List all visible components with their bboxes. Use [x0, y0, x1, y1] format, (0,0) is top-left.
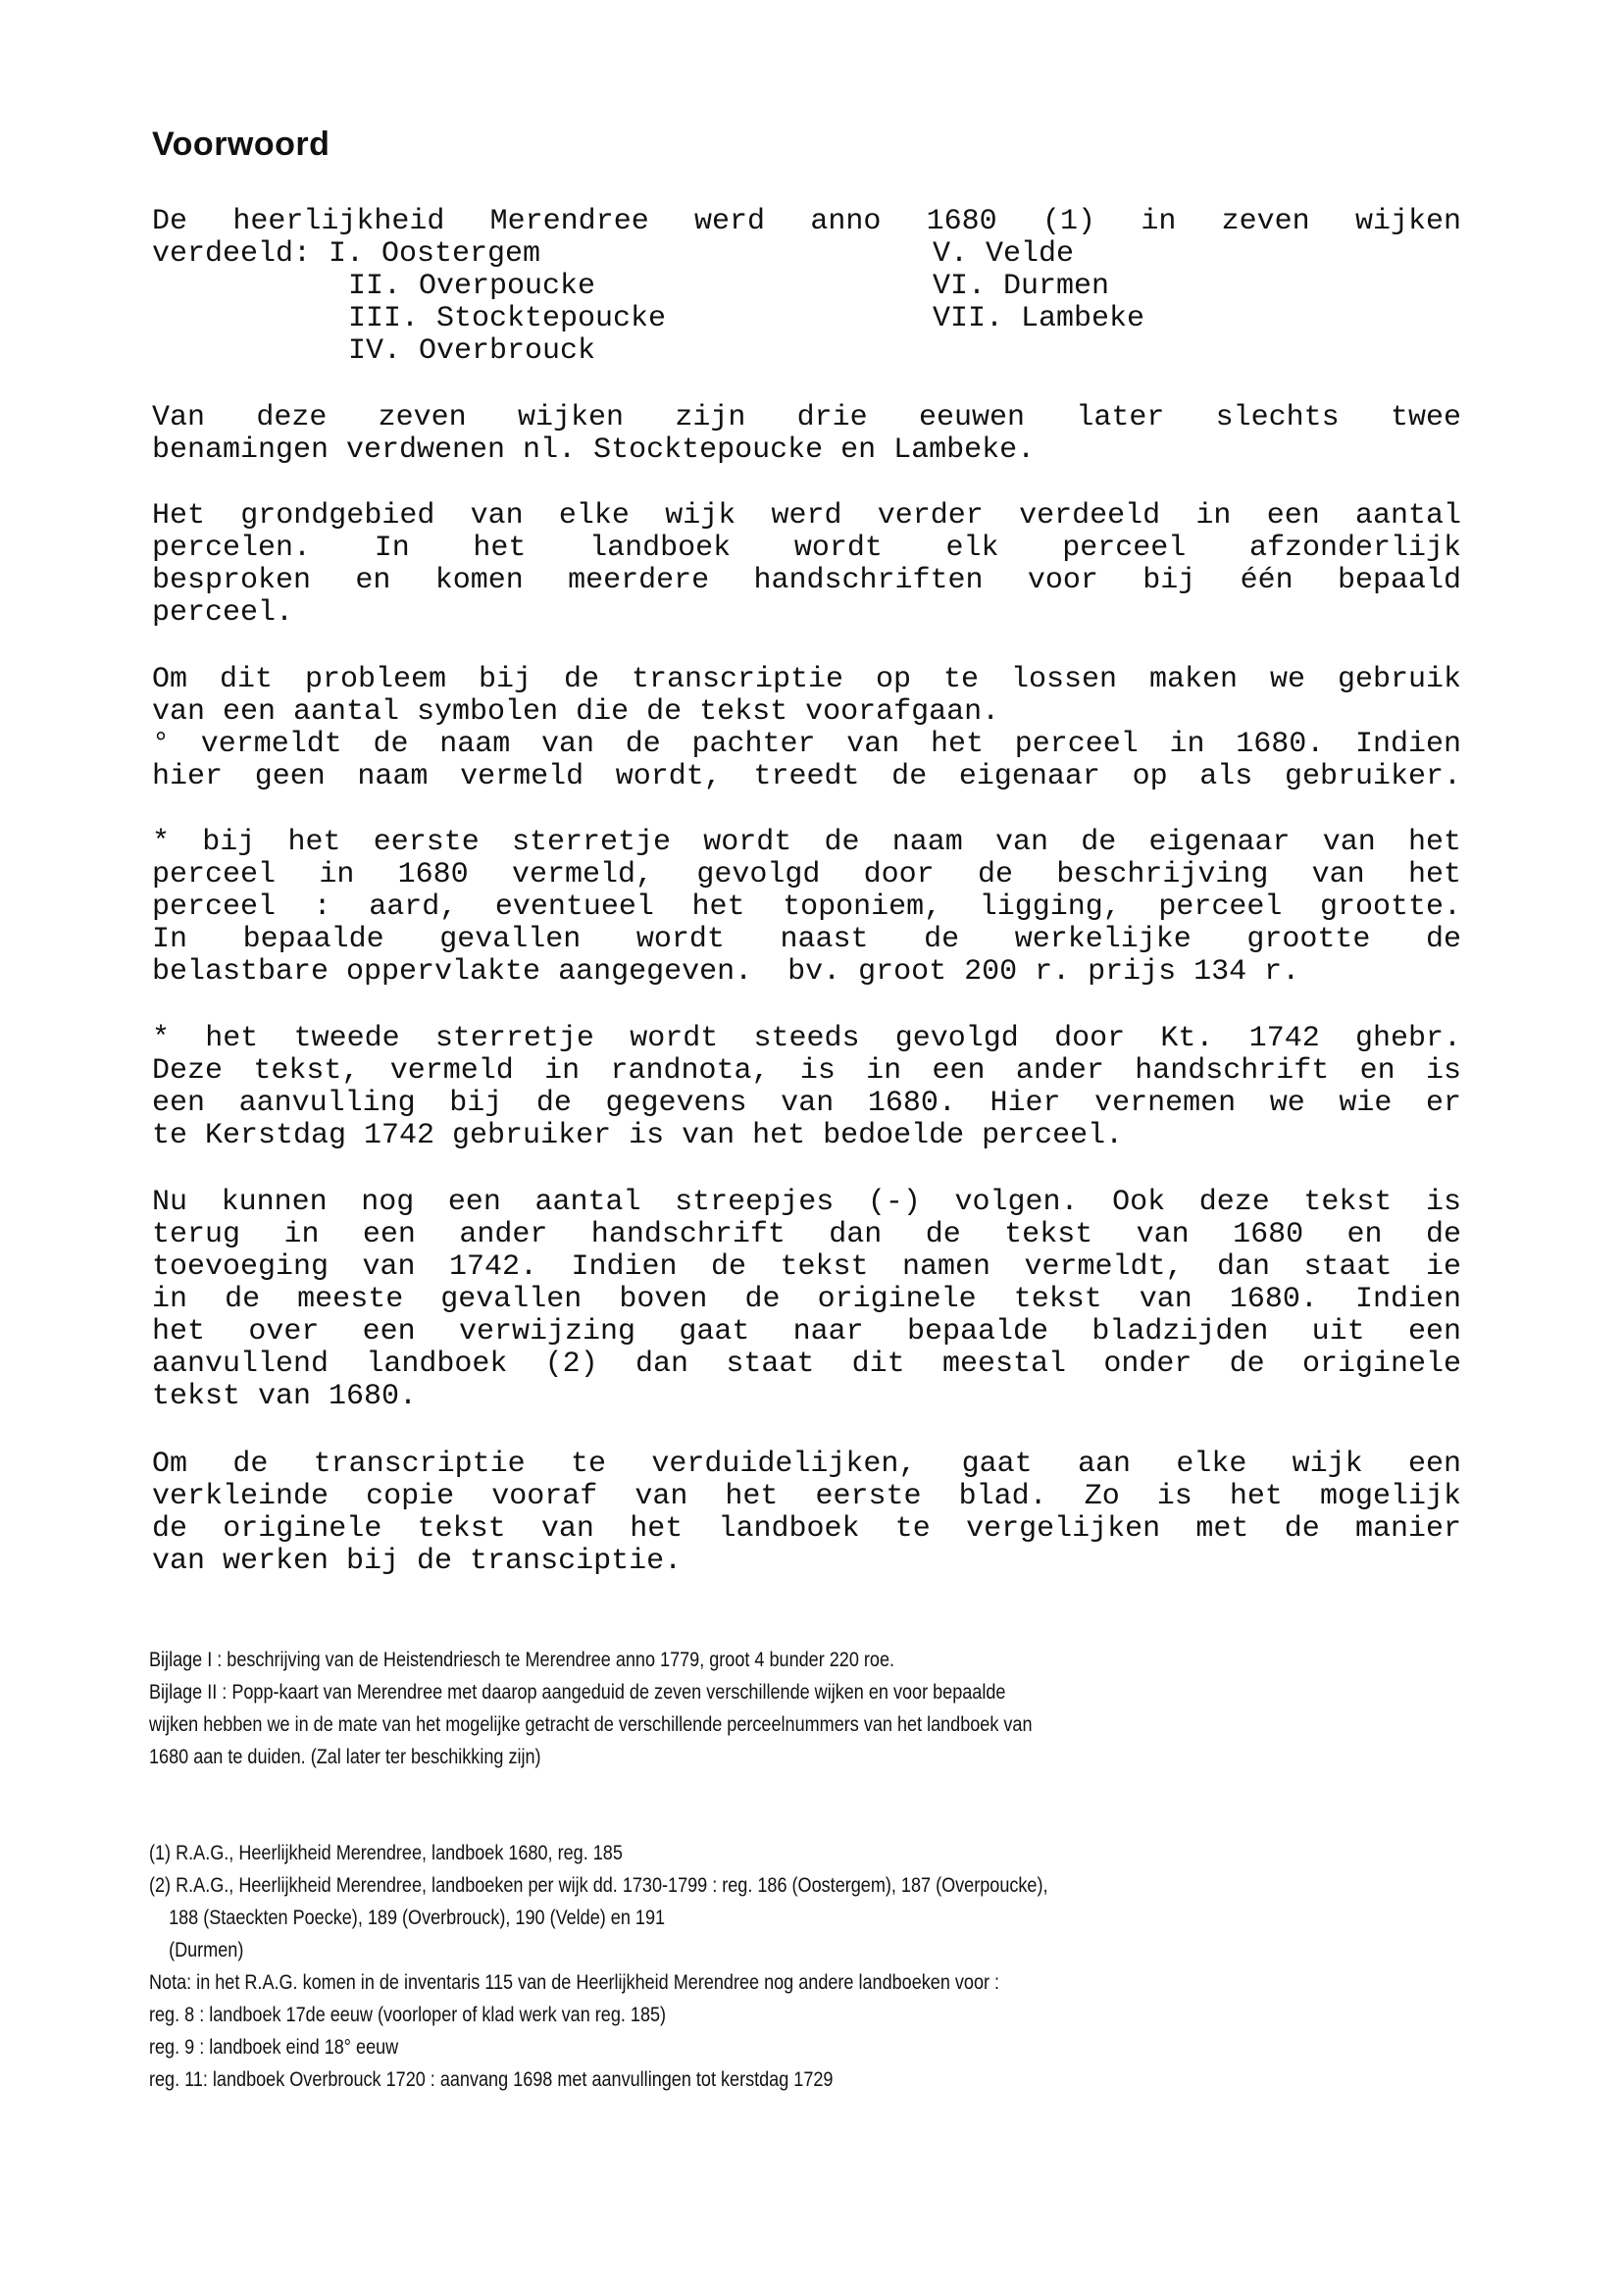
text-line: de originele tekst van het landboek te vergelijken met de manier	[152, 1512, 1461, 1546]
text-line: terug in een ander handschrift dan de tekst van 1680 en de	[152, 1218, 1461, 1251]
text-line: ° vermeldt de naam van de pachter van het perceel in 1680. Indien	[152, 728, 1461, 761]
text-line: Het grondgebied van elke wijk werd verder verdeeld in een aantal	[152, 499, 1461, 533]
ward-item: III. Stocktepoucke	[348, 302, 667, 335]
paragraph-transcription	[152, 1449, 1461, 1578]
intro-line-2: verdeeld: I. Oostergem	[152, 237, 541, 271]
ward-item: II. Overpoucke	[348, 270, 596, 303]
paragraph-second-asterisk	[152, 1023, 1461, 1152]
text-line: Om de transcriptie te verduidelijken, gaat aan elke wijk een	[152, 1448, 1461, 1481]
text-line: * bij het eerste sterretje wordt de naam van de eigenaar van het	[152, 826, 1461, 859]
text-line: tekst van 1680.	[152, 1380, 418, 1413]
footnote-line: (2) R.A.G., Heerlijkheid Merendree, landboeken per wijk dd. 1730-1799 : reg. 186 (Oostergem), 187 (Overpoucke),	[149, 1874, 1048, 1897]
text-line: toevoeging van 1742. Indien de tekst namen vermeldt, dan staat ie	[152, 1250, 1461, 1284]
text-line: benamingen verdwenen nl. Stocktepoucke en Lambeke.	[152, 433, 1036, 467]
text-line: besproken en komen meerdere handschriften voor bij één bepaald	[152, 564, 1461, 597]
ward-item: VI. Durmen	[933, 270, 1110, 303]
footnote-line: Nota: in het R.A.G. komen in de inventaris 115 van de Heerlijkheid Merendree nog andere landboeken voor :	[149, 1971, 1000, 1994]
text-line: perceel.	[152, 596, 294, 630]
text-line: in de meeste gevallen boven de originele tekst van 1680. Indien	[152, 1283, 1461, 1316]
intro-paragraph	[152, 206, 1461, 238]
text-line: van werken bij de transciptie.	[152, 1545, 683, 1578]
appendix-line: Bijlage II : Popp-kaart van Merendree met daarop aangeduid de zeven verschillende wijken en voor bepaalde	[149, 1681, 1006, 1704]
appendix-line: 1680 aan te duiden. (Zal later ter beschikking zijn)	[149, 1746, 541, 1768]
text-line: * het tweede sterretje wordt steeds gevolgd door Kt. 1742 ghebr.	[152, 1022, 1461, 1055]
text-line: percelen. In het landboek wordt elk perceel afzonderlijk	[152, 532, 1461, 565]
paragraph-symbols	[152, 664, 1461, 793]
appendix-line: wijken hebben we in de mate van het mogelijke getracht de verschillende perceelnummers van het landboek van	[149, 1713, 1033, 1736]
wards-left-list	[348, 271, 666, 368]
footnote-line: 188 (Staeckten Poecke), 189 (Overbrouck), 190 (Velde) en 191	[149, 1907, 666, 1929]
footnote-line: (Durmen)	[149, 1939, 244, 1961]
text-line: perceel : aard, eventueel het toponiem, ligging, perceel grootte.	[152, 891, 1461, 924]
footnote-line: reg. 11: landboek Overbrouck 1720 : aanvang 1698 met aanvullingen tot kerstdag 1729	[149, 2068, 834, 2091]
text-line: Om dit probleem bij de transcriptie op te lossen maken we gebruik	[152, 663, 1461, 696]
paragraph-wards-names	[152, 402, 1461, 467]
ward-item: V. Velde	[933, 237, 1075, 271]
appendix-line: Bijlage I : beschrijving van de Heistendriesch te Merendree anno 1779, groot 4 bunder 220 roe.	[149, 1649, 895, 1671]
footnote-line: (1) R.A.G., Heerlijkheid Merendree, landboek 1680, reg. 185	[149, 1842, 623, 1864]
ward-item: IV. Overbrouck	[348, 334, 596, 368]
paragraph-first-asterisk	[152, 827, 1461, 989]
wards-right-list	[933, 238, 1144, 335]
text-line: In bepaalde gevallen wordt naast de werkelijke grootte de	[152, 923, 1461, 956]
footnote-line: reg. 9 : landboek eind 18° eeuw	[149, 2036, 399, 2059]
page-title: Voorwoord	[152, 126, 330, 163]
text-line: belastbare oppervlakte aangegeven. bv. groot 200 r. prijs 134 r.	[152, 955, 1300, 989]
text-line: hier geen naam vermeld wordt, treedt de eigenaar op als gebruiker.	[152, 760, 1461, 793]
text-line: verkleinde copie vooraf van het eerste blad. Zo is het mogelijk	[152, 1480, 1461, 1513]
text-line: Nu kunnen nog een aantal streepjes (-) volgen. Ook deze tekst is	[152, 1186, 1461, 1219]
paragraph-parcels	[152, 500, 1461, 630]
paragraph-dashes	[152, 1187, 1461, 1413]
text-line: een aanvulling bij de gegevens van 1680. Hier vernemen we wie er	[152, 1087, 1461, 1120]
text-line: Van deze zeven wijken zijn drie eeuwen later slechts twee	[152, 401, 1461, 434]
text-line: van een aantal symbolen die de tekst voorafgaan.	[152, 695, 1000, 729]
text-line: perceel in 1680 vermeld, gevolgd door de beschrijving van het	[152, 858, 1461, 891]
text-line: aanvullend landboek (2) dan staat dit meestal onder de originele	[152, 1348, 1461, 1381]
intro-line-1: De heerlijkheid Merendree werd anno 1680 (1) in zeven wijken	[152, 205, 1461, 238]
footnote-line: reg. 8 : landboek 17de eeuw (voorloper of klad werk van reg. 185)	[149, 2004, 667, 2026]
text-line: het over een verwijzing gaat naar bepaalde bladzijden uit een	[152, 1315, 1461, 1349]
ward-item: VII. Lambeke	[933, 302, 1145, 335]
text-line: te Kerstdag 1742 gebruiker is van het bedoelde perceel.	[152, 1119, 1124, 1152]
text-line: Deze tekst, vermeld in randnota, is in een ander handschrift en is	[152, 1054, 1461, 1088]
